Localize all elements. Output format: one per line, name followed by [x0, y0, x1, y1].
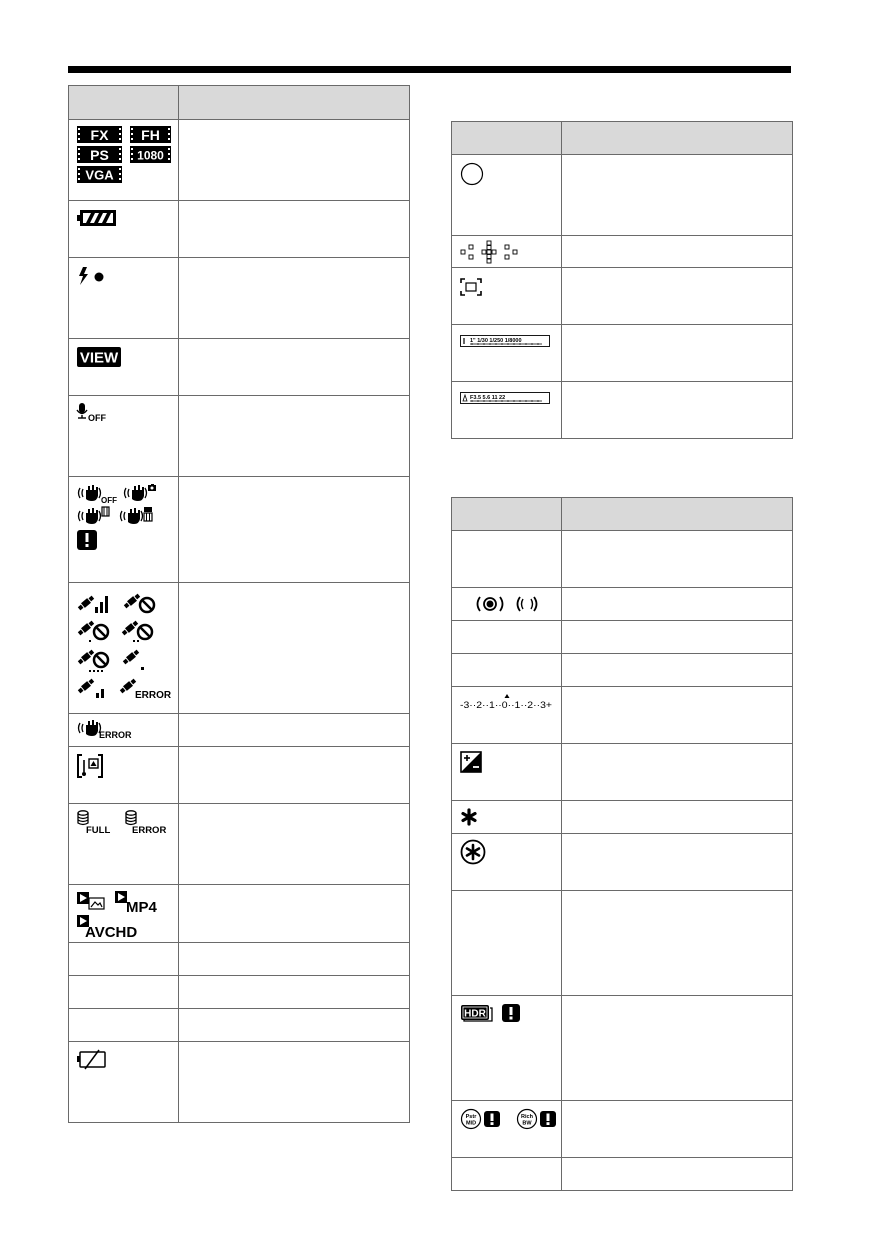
focus-locked-icon: [475, 594, 505, 614]
svg-text:F3.5 5.6 11 22: F3.5 5.6 11 22: [470, 395, 506, 401]
header-cell-display: [452, 122, 562, 155]
table-header-row: [452, 498, 793, 531]
table-row: [452, 621, 793, 654]
steadyshot-movie-icon: [77, 507, 113, 527]
description-cell: [179, 1042, 410, 1123]
auto-hdr-warning-icon: [460, 1004, 494, 1022]
steadyshot-still-movie-icon: [119, 507, 155, 527]
right-bottom-icon-table: [451, 497, 793, 1191]
gps-off-icon: [123, 591, 157, 615]
description-cell: [562, 268, 793, 325]
picture-effect-warning-icon: [460, 1109, 502, 1129]
table-row: [69, 976, 410, 1009]
description-cell: [179, 120, 410, 201]
setting-effect-off-icon: [77, 347, 121, 367]
description-cell: [179, 339, 410, 396]
flash-exposure-lock-icon: [460, 839, 486, 865]
aperture-indicator-icon: [460, 392, 550, 404]
gps-triangulating-icon: [121, 647, 149, 673]
description-cell: [179, 201, 410, 258]
battery-no-icon: [77, 1050, 107, 1070]
svg-text:MP4: MP4: [126, 899, 157, 916]
focus-adjusting-icon: [515, 594, 539, 614]
svg-text:HDR: HDR: [464, 1008, 486, 1020]
camera-shake-warning-icon: [77, 530, 97, 550]
spot-metering-circle-icon: [460, 162, 484, 186]
view-mode-avchd-icon: [77, 915, 139, 939]
svg-text:BW: BW: [522, 1120, 532, 1127]
description-cell: [179, 1009, 410, 1042]
table-row: [69, 804, 410, 885]
table-row: [69, 747, 410, 804]
description-cell: [179, 477, 410, 583]
1080-movie-quality-icon: [130, 146, 171, 163]
description-cell: [562, 801, 793, 834]
description-cell: [562, 531, 793, 588]
description-cell: [562, 325, 793, 382]
gps-nosignal-icon: [77, 618, 111, 644]
steadyshot-error-icon: [77, 719, 137, 739]
svg-text:VIEW: VIEW: [79, 349, 119, 367]
svg-text:OFF: OFF: [101, 496, 117, 505]
svg-text:MID: MID: [465, 1120, 477, 1127]
fh-movie-quality-icon: [130, 126, 171, 143]
rich-tone-bw-warning-icon: [516, 1109, 558, 1129]
table-row: [69, 258, 410, 339]
icon-cell: [452, 654, 562, 687]
header-cell-indication: [179, 86, 410, 120]
header-cell-display: [69, 86, 179, 120]
svg-text:FULL: FULL: [86, 825, 111, 836]
description-cell: [562, 621, 793, 654]
header-cell-indication: [562, 498, 793, 531]
svg-text:OFF: OFF: [88, 413, 106, 423]
table-header-row: [69, 86, 410, 120]
icon-cell: [69, 976, 179, 1009]
table-header-row: [452, 122, 793, 155]
svg-text:Pstr: Pstr: [465, 1114, 477, 1120]
table-row: [69, 477, 410, 583]
table-row: [452, 382, 793, 439]
table-row: [452, 531, 793, 588]
svg-text:ERROR: ERROR: [99, 730, 132, 740]
svg-text:ERROR: ERROR: [132, 825, 167, 836]
table-row: [69, 201, 410, 258]
view-mode-still-icon: [77, 892, 107, 912]
steadyshot-still-icon: [123, 484, 159, 504]
description-cell: [562, 236, 793, 268]
description-cell: [562, 654, 793, 687]
gps-searching-icon: [77, 647, 111, 673]
hdr-warning-mark-icon: [502, 1004, 520, 1022]
table-row: [452, 1158, 793, 1191]
fx-movie-quality-icon: [77, 126, 122, 143]
description-cell: [562, 588, 793, 621]
gps-error-icon: [119, 676, 171, 700]
table-row: [452, 654, 793, 687]
table-row: [69, 1009, 410, 1042]
movie-audio-off-icon: [77, 403, 113, 423]
table-row: [69, 583, 410, 714]
svg-text:-3··2··1··0··1··2··3+: -3··2··1··0··1··2··3+: [460, 700, 553, 711]
table-row: [69, 943, 410, 976]
table-row: [452, 588, 793, 621]
header-cell-display: [452, 498, 562, 531]
steadyshot-off-icon: [77, 484, 117, 504]
svg-text:ERROR: ERROR: [135, 690, 172, 701]
svg-text:FH: FH: [141, 127, 160, 143]
description-cell: [179, 258, 410, 339]
svg-text:PS: PS: [90, 147, 109, 163]
svg-text:Rich: Rich: [521, 1114, 533, 1120]
description-cell: [179, 747, 410, 804]
table-row: [69, 396, 410, 477]
database-error-icon: [125, 810, 173, 834]
overheating-warning-icon: [77, 754, 103, 778]
flash-charging-icon: [77, 267, 107, 285]
description-cell: [562, 1101, 793, 1158]
svg-text:AVCHD: AVCHD: [85, 924, 138, 941]
svg-text:1" 1/30 1/250 1/8000: 1" 1/30 1/250 1/8000: [470, 338, 522, 344]
table-row: [452, 687, 793, 744]
vga-movie-quality-icon: [77, 166, 122, 183]
face-detection-frame-icon: [460, 278, 482, 296]
header-cell-indication: [562, 122, 793, 155]
description-cell: [562, 687, 793, 744]
gps-nosignal-2-icon: [121, 618, 155, 644]
svg-text:1080: 1080: [137, 148, 164, 163]
table-row: [452, 268, 793, 325]
table-row: [69, 714, 410, 747]
description-cell: [179, 943, 410, 976]
exposure-compensation-icon: [460, 751, 482, 773]
description-cell: [562, 891, 793, 996]
table-row: [69, 120, 410, 201]
description-cell: [562, 382, 793, 439]
icon-cell: [452, 891, 562, 996]
shutter-speed-indicator-icon: [460, 335, 550, 347]
icon-cell: [69, 1009, 179, 1042]
ps-movie-quality-icon: [77, 146, 122, 163]
view-mode-mp4-icon: [115, 891, 165, 916]
description-cell: [562, 996, 793, 1101]
description-cell: [179, 804, 410, 885]
description-cell: [179, 714, 410, 747]
gps-signal-icon: [77, 591, 113, 615]
description-cell: [179, 583, 410, 714]
table-row: [452, 1101, 793, 1158]
top-rule: [68, 66, 791, 73]
description-cell: [562, 744, 793, 801]
table-row: [452, 325, 793, 382]
table-row: [452, 834, 793, 891]
svg-text:VGA: VGA: [85, 167, 114, 183]
table-row: [452, 236, 793, 268]
right-top-icon-table: [451, 121, 793, 439]
table-row: [452, 996, 793, 1101]
description-cell: [562, 1158, 793, 1191]
table-row: [452, 891, 793, 996]
description-cell: [179, 976, 410, 1009]
description-cell: [562, 834, 793, 891]
svg-text:FX: FX: [90, 127, 109, 143]
table-row: [452, 744, 793, 801]
ae-lock-icon: [460, 808, 478, 826]
description-cell: [179, 885, 410, 943]
icon-cell: [452, 531, 562, 588]
gps-low-signal-icon: [77, 676, 109, 700]
description-cell: [179, 396, 410, 477]
table-row: [452, 801, 793, 834]
table-row: [69, 1042, 410, 1123]
database-full-icon: [77, 810, 117, 834]
af-area-points-icon: [460, 241, 522, 263]
description-cell: [562, 155, 793, 236]
battery-remaining-icon: [77, 210, 117, 226]
table-row: [69, 885, 410, 943]
icon-cell: [69, 943, 179, 976]
icon-cell: [452, 621, 562, 654]
metered-manual-scale-icon: [460, 693, 554, 715]
table-row: [452, 155, 793, 236]
table-row: [69, 339, 410, 396]
icon-cell: [452, 1158, 562, 1191]
left-icon-table: [68, 85, 410, 1123]
